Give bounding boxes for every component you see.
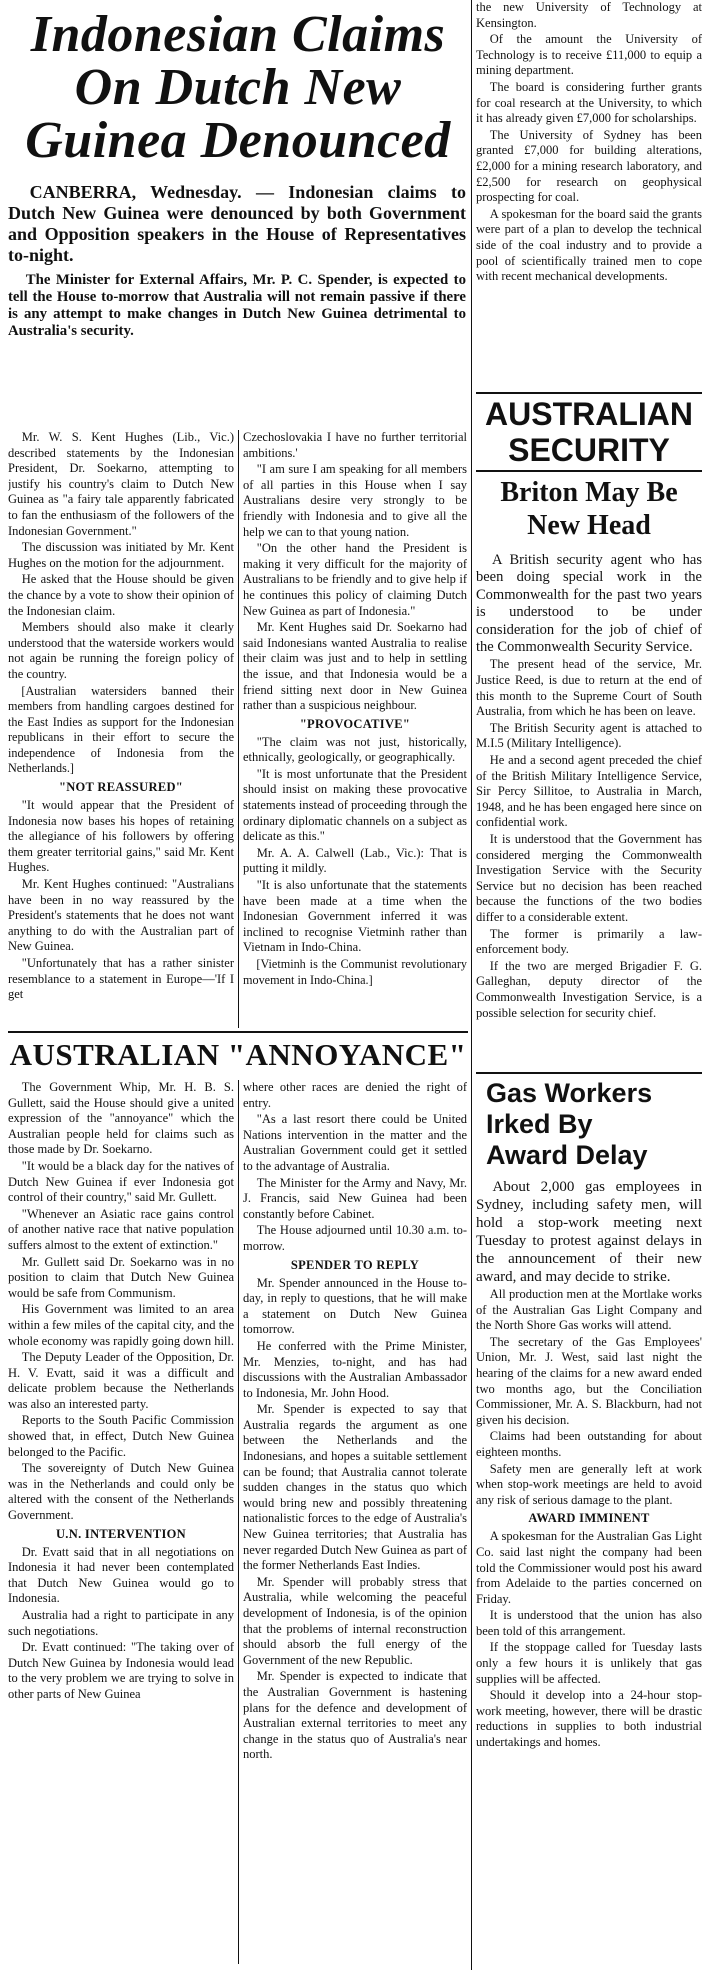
article-paragraph: A spokesman for the board said the grants were part of a plan to develop the technical side of the coal industry and to provide a pool of scientifically trained men to cope with recent mechanical developments. bbox=[476, 206, 702, 284]
article-paragraph: Safety men are generally left at work when stop-work meetings are held to avoid any risk of serious damage to the plant. bbox=[476, 1461, 702, 1507]
subheading: AWARD IMMINENT bbox=[528, 1511, 650, 1526]
article-paragraph: A spokesman for the Australian Gas Light Co. said last night the company had been told the Commissioner would post his award from Adelaide to the parties concerned on Friday. bbox=[476, 1529, 702, 1606]
gas-headline-line: Award Delay bbox=[486, 1140, 648, 1170]
article-paragraph: "It would be a black day for the natives of Dutch New Guinea if ever Indonesia got control of their country," said Mr. Gullett. bbox=[8, 1158, 234, 1205]
indonesian-column-1 bbox=[8, 430, 234, 1028]
lead-paragraph: The Minister for External Affairs, Mr. P. C. Spender, is expected to tell the House to-morrow that Australia will not remain passive if there is any attempt to make changes in Dutch New Guinea detrimental to Australia's security. bbox=[8, 272, 466, 339]
column-divider bbox=[238, 430, 239, 1028]
section-rule bbox=[476, 1072, 702, 1074]
article-paragraph: Dr. Evatt said that in all negotiations on Indonesia it had never been contemplated that Dutch New Guinea would go to Indonesia. bbox=[8, 1544, 234, 1606]
annoyance-column-2 bbox=[243, 1080, 467, 1964]
article-paragraph: Mr. A. A. Calwell (Lab., Vic.): That is putting it mildly. bbox=[243, 845, 467, 876]
article-paragraph: Should it develop into a 24-hour stop-work meeting, however, there will be drastic reductions in supplies to both industrial undertakings and homes. bbox=[476, 1688, 702, 1750]
article-paragraph: "On the other hand the President is making it very difficult for the majority of Australians to be friendly and to give help if he continues this policy of claiming Dutch New Guinea as part of Indonesia." bbox=[243, 541, 467, 618]
article-paragraph: "It would appear that the President of Indonesia now bases his hopes of retaining the allegiance of his followers by offering them greater territorial gains," said Mr. Kent Hughes. bbox=[8, 798, 234, 875]
article-paragraph: The Government Whip, Mr. H. B. S. Gullett, said the House should give a united expression of the "annoyance" which the Australian people held for claims such as those made by Dr. Soekarno. bbox=[8, 1080, 234, 1157]
security-banner-line: AUSTRALIAN bbox=[485, 396, 693, 432]
article-paragraph: Mr. Spender announced in the House to-day, in reply to questions, that he will make a statement on Dutch New Guinea tomorrow. bbox=[243, 1275, 467, 1337]
article-paragraph: Claims had been outstanding for about eighteen months. bbox=[476, 1429, 702, 1459]
column-divider bbox=[238, 1080, 239, 1964]
security-banner bbox=[476, 396, 702, 468]
lead-paragraph: About 2,000 gas employees in Sydney, including safety men, will hold a stop-work meeting next Tuesday to protest against delays in the announcement of their new award, and may decide to strike. bbox=[476, 1179, 702, 1285]
section-rule bbox=[8, 1031, 468, 1033]
article-paragraph: Dr. Evatt continued: "The taking over of Dutch New Guinea by Indonesia would lead to the very problem we are trying to solve in other parts of New Guinea bbox=[8, 1640, 234, 1701]
article-paragraph: Of the amount the University of Technology is to receive £11,000 to equip a mining department. bbox=[476, 32, 702, 78]
annoyance-column-1 bbox=[8, 1080, 234, 1964]
article-paragraph: Members should also make it clearly understood that the waterside workers would not again be running the foreign policy of the country. bbox=[8, 620, 234, 681]
article-paragraph: "Whenever an Asiatic race gains control of another native race that native population suffers almost to the extent of extinction." bbox=[8, 1206, 234, 1252]
subheading: SPENDER TO REPLY bbox=[290, 1257, 420, 1272]
article-paragraph: Reports to the South Pacific Commission showed that, in effect, Dutch New Guinea belonged to the Pacific. bbox=[8, 1413, 234, 1459]
article-paragraph: The discussion was initiated by Mr. Kent Hughes on the motion for the adjournment. bbox=[8, 540, 234, 570]
article-paragraph: It is understood that the union has also been told of this arrangement. bbox=[476, 1608, 702, 1638]
gas-headline-line: Gas Workers bbox=[486, 1078, 653, 1108]
column-divider bbox=[471, 0, 472, 1970]
article-paragraph: The sovereignty of Dutch New Guinea was in the Netherlands and could only be altered with the consent of the Netherlands Government. bbox=[8, 1461, 234, 1523]
article-paragraph: His Government was limited to an area within a few miles of the capital city, and the whole economy was rapidly going down hill. bbox=[8, 1302, 234, 1348]
article-paragraph: "It is most unfortunate that the President should insist on making these provocative statements instead of proceeding through the ordinary diplomatic channels on a subject as delicate as this." bbox=[243, 766, 467, 844]
editor-note: [Vietminh is the Communist revolutionary movement in Indo-China.] bbox=[243, 957, 467, 987]
section-rule bbox=[476, 470, 702, 472]
section-rule bbox=[476, 392, 702, 394]
article-paragraph: where other races are denied the right of entry. bbox=[243, 1080, 467, 1110]
lead-paragraph: A British security agent who has been doing special work in the Commonwealth for the past two years is understood to be under consideration for the job of chief of the Commonwealth Security Service. bbox=[476, 552, 702, 656]
article-paragraph: "The claim was not just, historically, ethnically, geologically, or geographically. bbox=[243, 734, 467, 765]
article-paragraph: The Deputy Leader of the Opposition, Dr. H. V. Evatt, said it was a difficult and delicate problem because the Netherlands was also an interested party. bbox=[8, 1350, 234, 1411]
article-paragraph: The secretary of the Gas Employees' Union, Mr. J. West, said last night the hearing of the claims for a new award ended two months ago, but the Conciliation Commissioner, Mr. A. S. Blackburn, had not given his decision. bbox=[476, 1334, 702, 1427]
article-paragraph: Mr. Kent Hughes said Dr. Soekarno had said Indonesians wanted Australia to realise their claim was just and to help in settling the issue, and that Indonesia would be a friend sitting next door in New Guinea rather than a suspicious neighbour. bbox=[243, 620, 467, 713]
annoyance-headline: AUSTRALIAN "ANNOYANCE" bbox=[9, 1037, 467, 1072]
article-paragraph: He asked that the House should be given the chance by a vote to show their opinion of the Indonesian claim. bbox=[8, 572, 234, 618]
security-banner-line: SECURITY bbox=[508, 432, 670, 468]
article-paragraph: If the two are merged Brigadier F. G. Galleghan, deputy director of the Commonwealth Investigation Service, is a possible selection for security chief. bbox=[476, 958, 702, 1020]
article-paragraph: Mr. Spender is expected to say that Australia regards the argument as one between the Netherlands and the Indonesians, and hopes a suitable settlement can be found; that Australia cannot tolerate sudden changes in the status quo which would bring new and possibly threatening nationalistic forces to the edge of Australia's New Guinea territories; that Australia has never regarded Dutch New Guinea as part of the former Netherlands East Indies. bbox=[243, 1402, 467, 1573]
main-headline-line: Indonesian Claims bbox=[30, 6, 446, 63]
main-headline-line: Guinea Denounced bbox=[25, 112, 451, 169]
gas-headline bbox=[486, 1078, 702, 1171]
gas-headline-line: Irked By bbox=[486, 1109, 593, 1139]
article-paragraph: Mr. Spender will probably stress that Australia, while welcoming the peaceful development of Indonesia, is of the opinion that the problems of internal reconstruction should absorb the full energy of the Government of the new Republic. bbox=[243, 1574, 467, 1667]
lead-paragraph: CANBERRA, Wednesday. — Indonesian claims to Dutch New Guinea were denounced by both Government and Opposition speakers in the House of Representatives to-night. bbox=[8, 182, 466, 265]
article-paragraph: Czechoslovakia I have no further territorial ambitions.' bbox=[243, 430, 467, 460]
article-paragraph: It is understood that the Government has considered merging the Commonwealth Investigation Service with the Security Service but no decision has been reached because the functions of the two bodies differ to a considerable extent. bbox=[476, 831, 702, 924]
article-paragraph: Mr. Spender is expected to indicate that the Australian Government is hastening plans for the defence and development of Australian external territories to meet any change in the status quo of Australia's near north. bbox=[243, 1669, 467, 1762]
article-paragraph: The British Security agent is attached to M.I.5 (Military Intelligence). bbox=[476, 720, 702, 751]
article-paragraph: The House adjourned until 10.30 a.m. to-morrow. bbox=[243, 1223, 467, 1253]
security-headline bbox=[476, 476, 702, 542]
article-paragraph: "As a last resort there could be United Nations intervention in the matter and the Australian Government could get it settled to the advantage of Australia. bbox=[243, 1112, 467, 1173]
subheading: "NOT REASSURED" bbox=[58, 780, 184, 795]
article-paragraph: "It is also unfortunate that the statements have been made at a time when the Indonesian Government inferred it was inclined to recognise Vietminh rather than Vietnam in Indo-China. bbox=[243, 878, 467, 955]
article-paragraph: Mr. Gullett said Dr. Soekarno was in no position to claim that Dutch New Guinea would be safe from Communism. bbox=[8, 1254, 234, 1300]
article-paragraph: The present head of the service, Mr. Justice Reed, is due to return at the end of this month to the Supreme Court of South Australia, from which he has been on leave. bbox=[476, 657, 702, 719]
main-headline bbox=[8, 8, 468, 167]
indonesian-column-2 bbox=[243, 430, 467, 1028]
main-headline-line: On Dutch New bbox=[74, 59, 402, 116]
article-paragraph: The Minister for the Army and Navy, Mr. J. Francis, said New Guinea had been constantly before Cabinet. bbox=[243, 1175, 467, 1221]
security-headline-line: Briton May Be bbox=[500, 477, 678, 508]
security-headline-line: New Head bbox=[527, 510, 651, 541]
article-paragraph: If the stoppage called for Tuesday lasts only a few hours it is unlikely that gas supplies will be affected. bbox=[476, 1640, 702, 1686]
article-paragraph: Mr. Kent Hughes continued: "Australians have been in no way reassured by the President's statements that he does not want anything to do with the Australian part of New Guinea. bbox=[8, 877, 234, 954]
article-paragraph: He conferred with the Prime Minister, Mr. Menzies, to-night, and has had discussions with the Australian Ambassador to Indonesia, Mr. John Hood. bbox=[243, 1338, 467, 1400]
coal-grants-article bbox=[476, 0, 702, 390]
security-article bbox=[476, 552, 702, 1070]
article-paragraph: All production men at the Mortlake works of the Australian Gas Light Company and the North Shore Gas works will attend. bbox=[476, 1287, 702, 1333]
article-paragraph: The board is considering further grants for coal research at the University, to which it has already given £7,000 for scholarships. bbox=[476, 79, 702, 126]
subheading: U.N. INTERVENTION bbox=[55, 1526, 187, 1541]
article-paragraph: He and a second agent preceded the chief of the British Military Intelligence Service, Sir Percy Sillitoe, to Australia in March, 1948, and he has been engaged here since on confidential work. bbox=[476, 753, 702, 830]
subheading: "PROVOCATIVE" bbox=[299, 716, 411, 731]
article-paragraph: "Unfortunately that has a rather sinister resemblance to a statement in Europe—'If I get bbox=[8, 956, 234, 1002]
article-paragraph: Mr. W. S. Kent Hughes (Lib., Vic.) described statements by the Indonesian President, Dr. Soekarno, attempting to justify his country's claim to Dutch New Guinea as "a fairy tale apparently fabricated to fan the enthusiasm of the followers of the Indonesian Government." bbox=[8, 430, 234, 538]
article-paragraph: The former is primarily a law-enforcement body. bbox=[476, 926, 702, 957]
editor-note: [Australian watersiders banned their members from handling cargoes destined for the East Indies as support for the Indonesian republicans in their effort to secure the independence of Indonesia from the Netherlands.] bbox=[8, 683, 234, 776]
article-paragraph: "I am sure I am speaking for all members of all parties in this House when I say Australians desire very strongly to be friendly with Indonesia and to give all the help we can to that young nation. bbox=[243, 462, 467, 539]
article-paragraph: the new University of Technology at Kensington. bbox=[476, 0, 702, 30]
article-paragraph: Australia had a right to participate in any such negotiations. bbox=[8, 1608, 234, 1638]
article-paragraph: The University of Sydney has been granted £7,000 for building alterations, £2,000 for a mining research laboratory, and £2,500 for research on geophysical prospecting for coal. bbox=[476, 127, 702, 205]
indonesian-lead bbox=[8, 182, 466, 426]
gas-article bbox=[476, 1178, 702, 1964]
